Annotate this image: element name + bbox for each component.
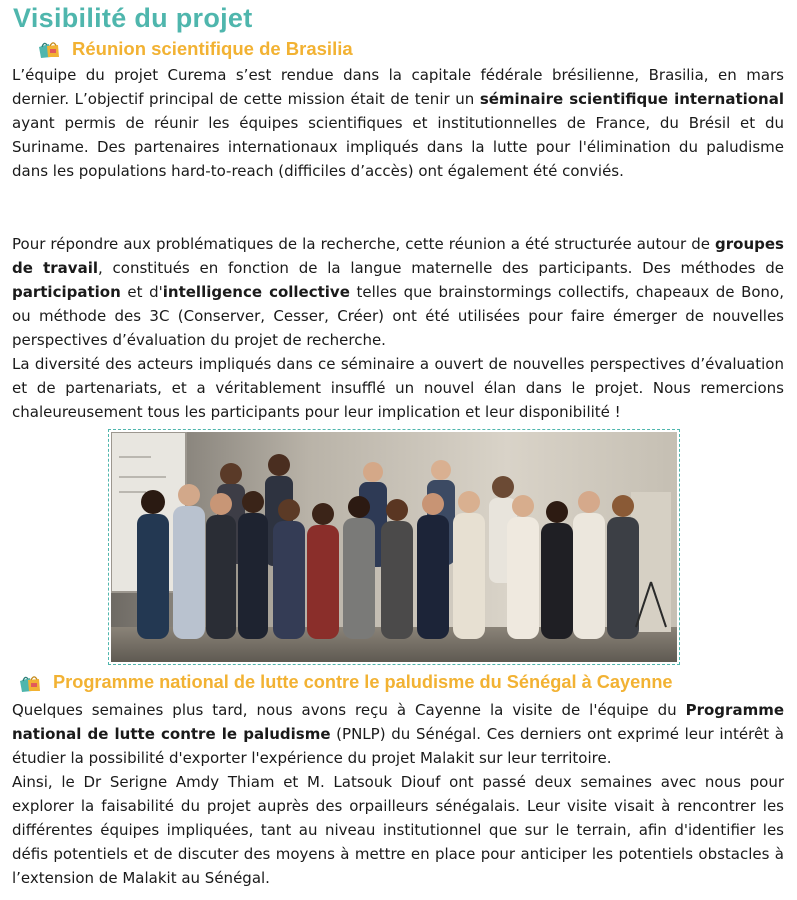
section2-paragraph-1: Quelques semaines plus tard, nous avons reçu à Cayenne la visite de l'équipe du Programme national de lutte contre le paludisme (PNLP) du Sénégal. Ces derniers ont exprimé leur intérêt à étudier la possibilité d'exporter l'expérience du projet Malakit sur leur territoire. xyxy=(12,701,784,768)
section2-heading xyxy=(17,672,673,693)
section2-paragraph-2: Ainsi, le Dr Serigne Amdy Thiam et M. Latsouk Diouf ont passé deux semaines avec nous pour explorer la faisabilité du projet auprès des orpailleurs sénégalais. Leur visite visait à rencontrer les différentes équipes impliquées, tant au niveau institutionnel que sur le terrain, afin d'identifier les défis potentiels et de discuter des moyens à mettre en place pour anticiper les potentiels obstacles à l’extension de Malakit au Sénégal. xyxy=(12,773,784,888)
section1-paragraph-2: Pour répondre aux problématiques de la recherche, cette réunion a été structurée autour de groupes de travail, constitués en fonction de la langue maternelle des participants. Des méthodes de participation et d'intelligence collective telles que brainstormings collectifs, chapeaux de Bono, ou méthode des 3C (Conserver, Cesser, Créer) ont été utilisées pour faire émerger de nouvelles perspectives d’évaluation du projet de recherche. xyxy=(12,235,784,350)
section1-heading xyxy=(36,38,353,60)
page-title: Visibilité du projet xyxy=(13,3,253,33)
shopping-bags-icon xyxy=(17,673,43,693)
section2-heading-text: Programme national de lutte contre le paludisme du Sénégal à Cayenne xyxy=(53,672,673,692)
section1-paragraph-1: L’équipe du projet Curema s’est rendue dans la capitale fédérale brésilienne, Brasilia, en mars dernier. L’objectif principal de cette mission était de tenir un séminaire scientifique international ayant permis de réunir les équipes scientifiques et institutionnelles de France, du Brésil et du Suriname. Des partenaires internationaux impliqués dans la lutte pour l'élimination du paludisme dans les populations hard-to-reach (difficiles d’accès) ont également été conviés. xyxy=(12,66,784,181)
section1-paragraph-3: La diversité des acteurs impliqués dans ce séminaire a ouvert de nouvelles perspectives d’évaluation et de partenariats, et a véritablement insufflé un nouvel élan dans le projet. Nous remercions chaleureusement tous les participants pour leur implication et leur disponibilité ! xyxy=(12,355,784,422)
group-photo xyxy=(108,429,680,665)
section1-heading-text: Réunion scientifique de Brasilia xyxy=(72,38,353,59)
shopping-bags-icon xyxy=(36,39,62,59)
